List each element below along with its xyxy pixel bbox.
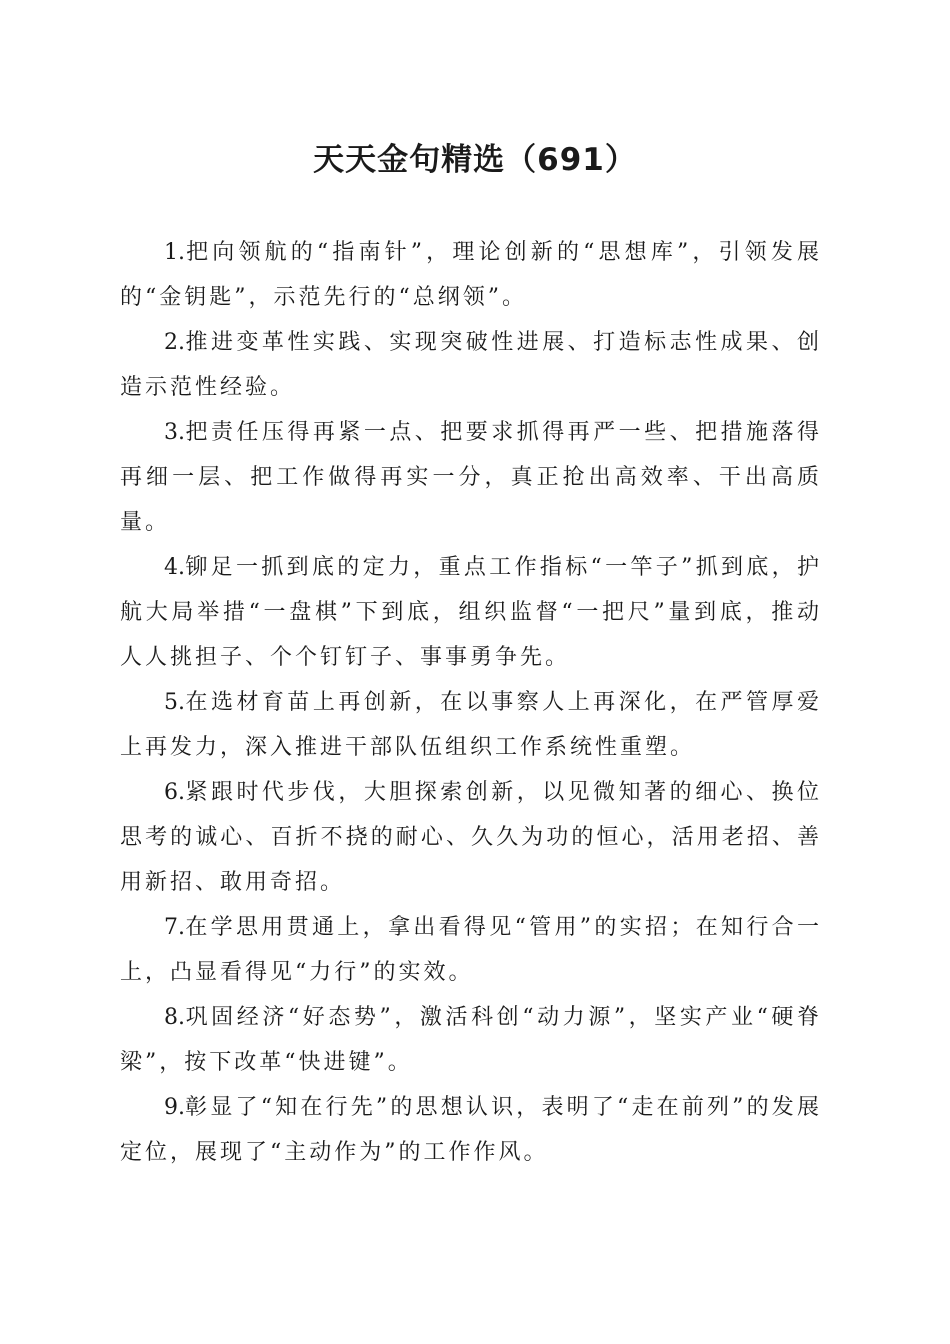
- quote-number: 9.: [164, 1095, 185, 1120]
- quote-list: [120, 230, 822, 1175]
- quote-number: 4.: [164, 555, 185, 580]
- quote-number: 8.: [164, 1005, 185, 1030]
- quote-text: 在选材育苗上再创新，在以事察人上再深化，在严管厚爱上再发力，深入推进干部队伍组织工作系统性重塑。: [120, 690, 822, 760]
- quote-number: 1.: [164, 240, 185, 265]
- quote-number: 2.: [164, 330, 185, 355]
- quote-item: [120, 680, 822, 770]
- quote-text: 铆足一抓到底的定力，重点工作指标“一竿子”抓到底，护航大局举措“一盘棋”下到底，组织监督“一把尺”量到底，推动人人挑担子、个个钉钉子、事事勇争先。: [120, 555, 822, 670]
- quote-text: 把向领航的“指南针”，理论创新的“思想库”，引领发展的“金钥匙”，示范先行的“总纲领”。: [120, 240, 822, 310]
- quote-text: 在学思用贯通上，拿出看得见“管用”的实招；在知行合一上，凸显看得见“力行”的实效。: [120, 915, 822, 985]
- quote-item: [120, 410, 822, 545]
- quote-item: [120, 905, 822, 995]
- quote-item: [120, 230, 822, 320]
- quote-number: 3.: [164, 420, 185, 445]
- quote-item: [120, 995, 822, 1085]
- quote-item: [120, 1085, 822, 1175]
- quote-item: [120, 770, 822, 905]
- quote-text: 彰显了“知在行先”的思想认识，表明了“走在前列”的发展定位，展现了“主动作为”的工作作风。: [120, 1095, 822, 1165]
- quote-item: [120, 320, 822, 410]
- quote-text: 巩固经济“好态势”，激活科创“动力源”，坚实产业“硬脊梁”，按下改革“快进键”。: [120, 1005, 822, 1075]
- quote-text: 把责任压得再紧一点、把要求抓得再严一些、把措施落得再细一层、把工作做得再实一分，真正抢出高效率、干出高质量。: [120, 420, 822, 535]
- quote-number: 6.: [164, 780, 185, 805]
- quote-number: 5.: [164, 690, 185, 715]
- quote-text: 推进变革性实践、实现突破性进展、打造标志性成果、创造示范性经验。: [120, 330, 822, 400]
- quote-number: 7.: [164, 915, 185, 940]
- quote-text: 紧跟时代步伐，大胆探索创新，以见微知著的细心、换位思考的诚心、百折不挠的耐心、久久为功的恒心，活用老招、善用新招、敢用奇招。: [120, 780, 822, 895]
- quote-item: [120, 545, 822, 680]
- document-title: 天天金句精选（691）: [313, 142, 637, 178]
